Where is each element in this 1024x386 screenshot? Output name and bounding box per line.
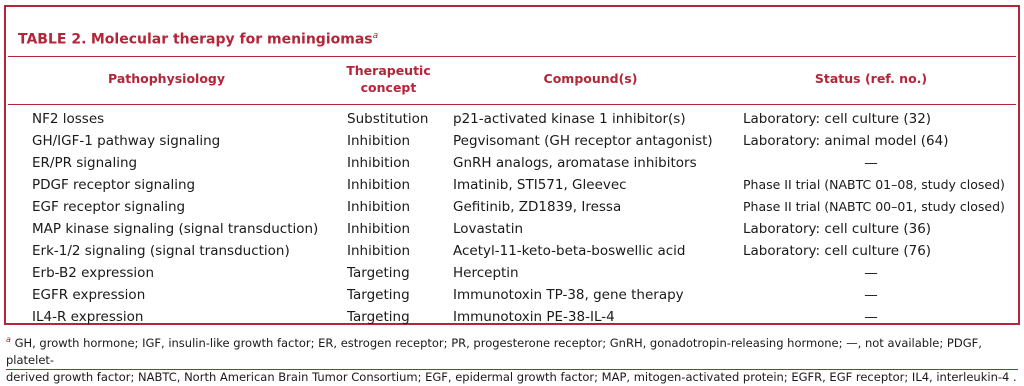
header-therapeutic-concept	[331, 62, 446, 96]
table-row	[6, 284, 1018, 306]
cell-compound: Herceptin	[453, 265, 519, 281]
footnote-text-1: GH, growth hormone; IGF, insulin-like growth factor; ER, estrogen receptor; PR, progesterone receptor; GnRH, gonadotropin-releasing hormone; —, not available; PDGF, platelet-	[6, 335, 982, 367]
table-title	[18, 31, 378, 48]
table-frame	[4, 5, 1020, 325]
footnote-line-2: derived growth factor; NABTC, North American Brain Tumor Consortium; EGF, epidermal growth factor; MAP, mitogen-activated protein; EGFR, EGF receptor; IL4, interleukin-4 .	[6, 369, 1017, 384]
cell-status: —	[864, 287, 878, 303]
cell-concept: Inhibition	[347, 133, 411, 149]
table-row	[6, 262, 1018, 284]
table-row	[6, 218, 1018, 240]
cell-concept: Targeting	[347, 265, 410, 281]
cell-compound: Lovastatin	[453, 221, 524, 237]
cell-concept: Substitution	[347, 111, 429, 127]
cell-concept: Inhibition	[347, 221, 411, 237]
header-top-rule	[8, 56, 1016, 57]
table-row	[6, 174, 1018, 196]
cell-concept: Targeting	[347, 287, 410, 303]
cell-pathophysiology: Erk-1/2 signaling (signal transduction)	[32, 243, 290, 259]
table-body	[6, 108, 1018, 328]
cell-compound: Gefitinib, ZD1839, Iressa	[453, 199, 622, 215]
cell-status: Laboratory: cell culture (32)	[743, 111, 932, 127]
footnote-bottom-rule	[6, 369, 1018, 370]
table-number: TABLE 2.	[18, 31, 87, 48]
cell-concept: Inhibition	[347, 243, 411, 259]
cell-status: —	[864, 265, 878, 281]
footnote-marker: a	[6, 335, 11, 344]
header-concept-line2: concept	[360, 80, 417, 95]
table-row	[6, 196, 1018, 218]
table-row	[6, 130, 1018, 152]
cell-compound: Pegvisomant (GH receptor antagonist)	[453, 133, 713, 149]
title-footnote-marker: a	[372, 31, 379, 41]
cell-status: Phase II trial (NABTC 00–01, study closed)	[743, 199, 1005, 214]
table-row	[6, 240, 1018, 262]
cell-pathophysiology: PDGF receptor signaling	[32, 177, 196, 193]
cell-pathophysiology: Erb-B2 expression	[32, 265, 155, 281]
cell-concept: Targeting	[347, 309, 410, 325]
cell-concept: Inhibition	[347, 177, 411, 193]
cell-status: —	[864, 309, 878, 325]
footnote-line-1	[6, 331, 1018, 369]
cell-compound: GnRH analogs, aromatase inhibitors	[453, 155, 697, 171]
cell-compound: Immunotoxin TP-38, gene therapy	[453, 287, 684, 303]
cell-pathophysiology: NF2 losses	[32, 111, 105, 127]
cell-status: Laboratory: cell culture (76)	[743, 243, 932, 259]
cell-compound: Imatinib, STI571, Gleevec	[453, 177, 627, 193]
cell-status: —	[864, 155, 878, 171]
cell-pathophysiology: IL4-R expression	[32, 309, 144, 325]
table-row	[6, 152, 1018, 174]
cell-concept: Inhibition	[347, 199, 411, 215]
header-concept-line1: Therapeutic	[346, 63, 431, 78]
header-status: Status (ref. no.)	[814, 71, 928, 86]
table-row	[6, 108, 1018, 130]
table-row	[6, 306, 1018, 328]
cell-pathophysiology: GH/IGF-1 pathway signaling	[32, 133, 221, 149]
cell-concept: Inhibition	[347, 155, 411, 171]
header-pathophysiology: Pathophysiology	[108, 71, 225, 86]
table-caption: Molecular therapy for meningiomas	[90, 31, 373, 48]
cell-compound: p21-activated kinase 1 inhibitor(s)	[453, 111, 686, 127]
cell-pathophysiology: MAP kinase signaling (signal transduction)	[32, 221, 319, 237]
cell-status: Phase II trial (NABTC 01–08, study closed)	[743, 177, 1005, 192]
cell-status: Laboratory: cell culture (36)	[743, 221, 932, 237]
cell-status: Laboratory: animal model (64)	[743, 133, 949, 149]
cell-pathophysiology: EGFR expression	[32, 287, 146, 303]
header-compounds: Compound(s)	[543, 71, 638, 86]
cell-compound: Immunotoxin PE-38-IL-4	[453, 309, 615, 325]
cell-pathophysiology: EGF receptor signaling	[32, 199, 186, 215]
cell-pathophysiology: ER/PR signaling	[32, 155, 138, 171]
cell-compound: Acetyl-11-keto-beta-boswellic acid	[453, 243, 686, 259]
header-bottom-rule	[8, 104, 1016, 105]
